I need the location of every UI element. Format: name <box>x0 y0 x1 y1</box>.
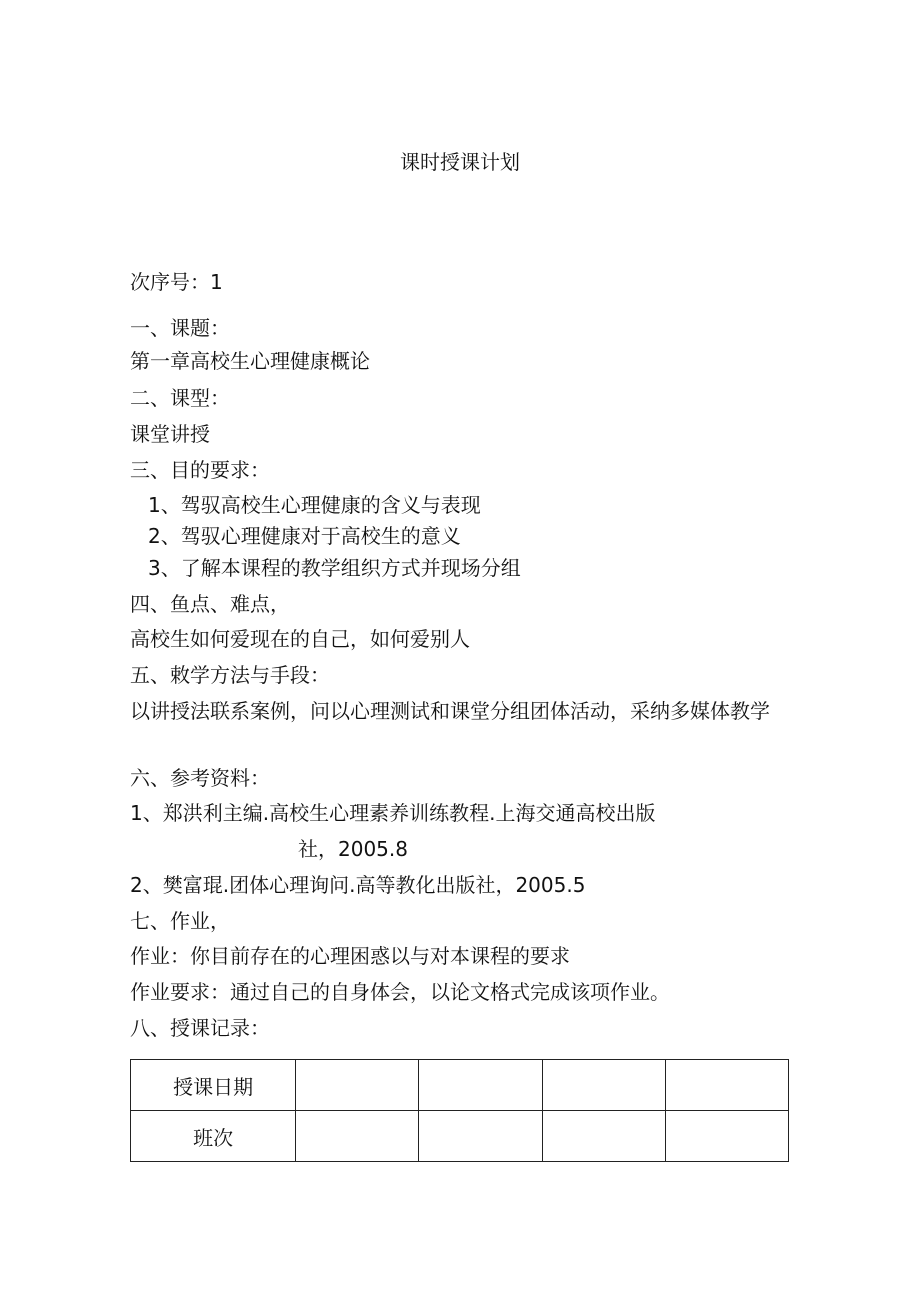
class-cell-2 <box>419 1111 542 1162</box>
goal-item-2: 2、驾驭心理健康对于高校生的意义 <box>148 524 461 548</box>
reference-2: 2、樊富琨.团体心理询问.高等教化出版社，2005.5 <box>130 873 586 897</box>
homework-heading: 七、作业， <box>130 909 230 933</box>
type-heading: 二、课型： <box>130 386 230 410</box>
class-cell-4 <box>665 1111 788 1162</box>
table-row <box>131 1060 789 1111</box>
references-heading: 六、参考资料： <box>130 766 270 790</box>
topic-heading: 一、课题： <box>130 316 230 340</box>
reference-1-line-2: 社，2005.8 <box>298 837 408 861</box>
reference-1-line-1: 1、郑洪利主编.高校生心理素养训练教程.上海交通高校出版 <box>130 801 656 825</box>
class-label-cell: 班次 <box>131 1111 296 1162</box>
date-cell-2 <box>419 1060 542 1111</box>
key-points-text: 高校生如何爱现在的自己，如何爱别人 <box>130 627 470 651</box>
record-table <box>130 1059 789 1162</box>
date-label-cell: 授课日期 <box>131 1060 296 1111</box>
class-cell-1 <box>296 1111 419 1162</box>
record-heading: 八、授课记录： <box>130 1016 270 1040</box>
type-text: 课堂讲授 <box>130 422 210 446</box>
date-cell-3 <box>542 1060 665 1111</box>
homework-requirement: 作业要求：通过自己的自身体会，以论文格式完成该项作业。 <box>130 980 670 1004</box>
topic-text: 第一章高校生心理健康概论 <box>130 349 370 373</box>
key-points-heading: 四、鱼点、难点， <box>130 592 290 616</box>
goal-item-3: 3、了解本课程的教学组织方式并现场分组 <box>148 556 521 580</box>
goal-item-1: 1、驾驭高校生心理健康的含义与表现 <box>148 493 481 517</box>
goals-heading: 三、目的要求： <box>130 458 270 482</box>
table-row <box>131 1111 789 1162</box>
homework-text: 作业：你目前存在的心理困惑以与对本课程的要求 <box>130 944 570 968</box>
method-heading: 五、敕学方法与手段： <box>130 663 330 687</box>
date-cell-1 <box>296 1060 419 1111</box>
serial-number: 次序号：1 <box>130 270 223 294</box>
method-text: 以讲授法联系案例，问以心理测试和课堂分组团体活动，采纳多媒体教学 <box>130 699 770 723</box>
class-cell-3 <box>542 1111 665 1162</box>
document-title: 课时授课计划 <box>400 150 520 174</box>
date-cell-4 <box>665 1060 788 1111</box>
